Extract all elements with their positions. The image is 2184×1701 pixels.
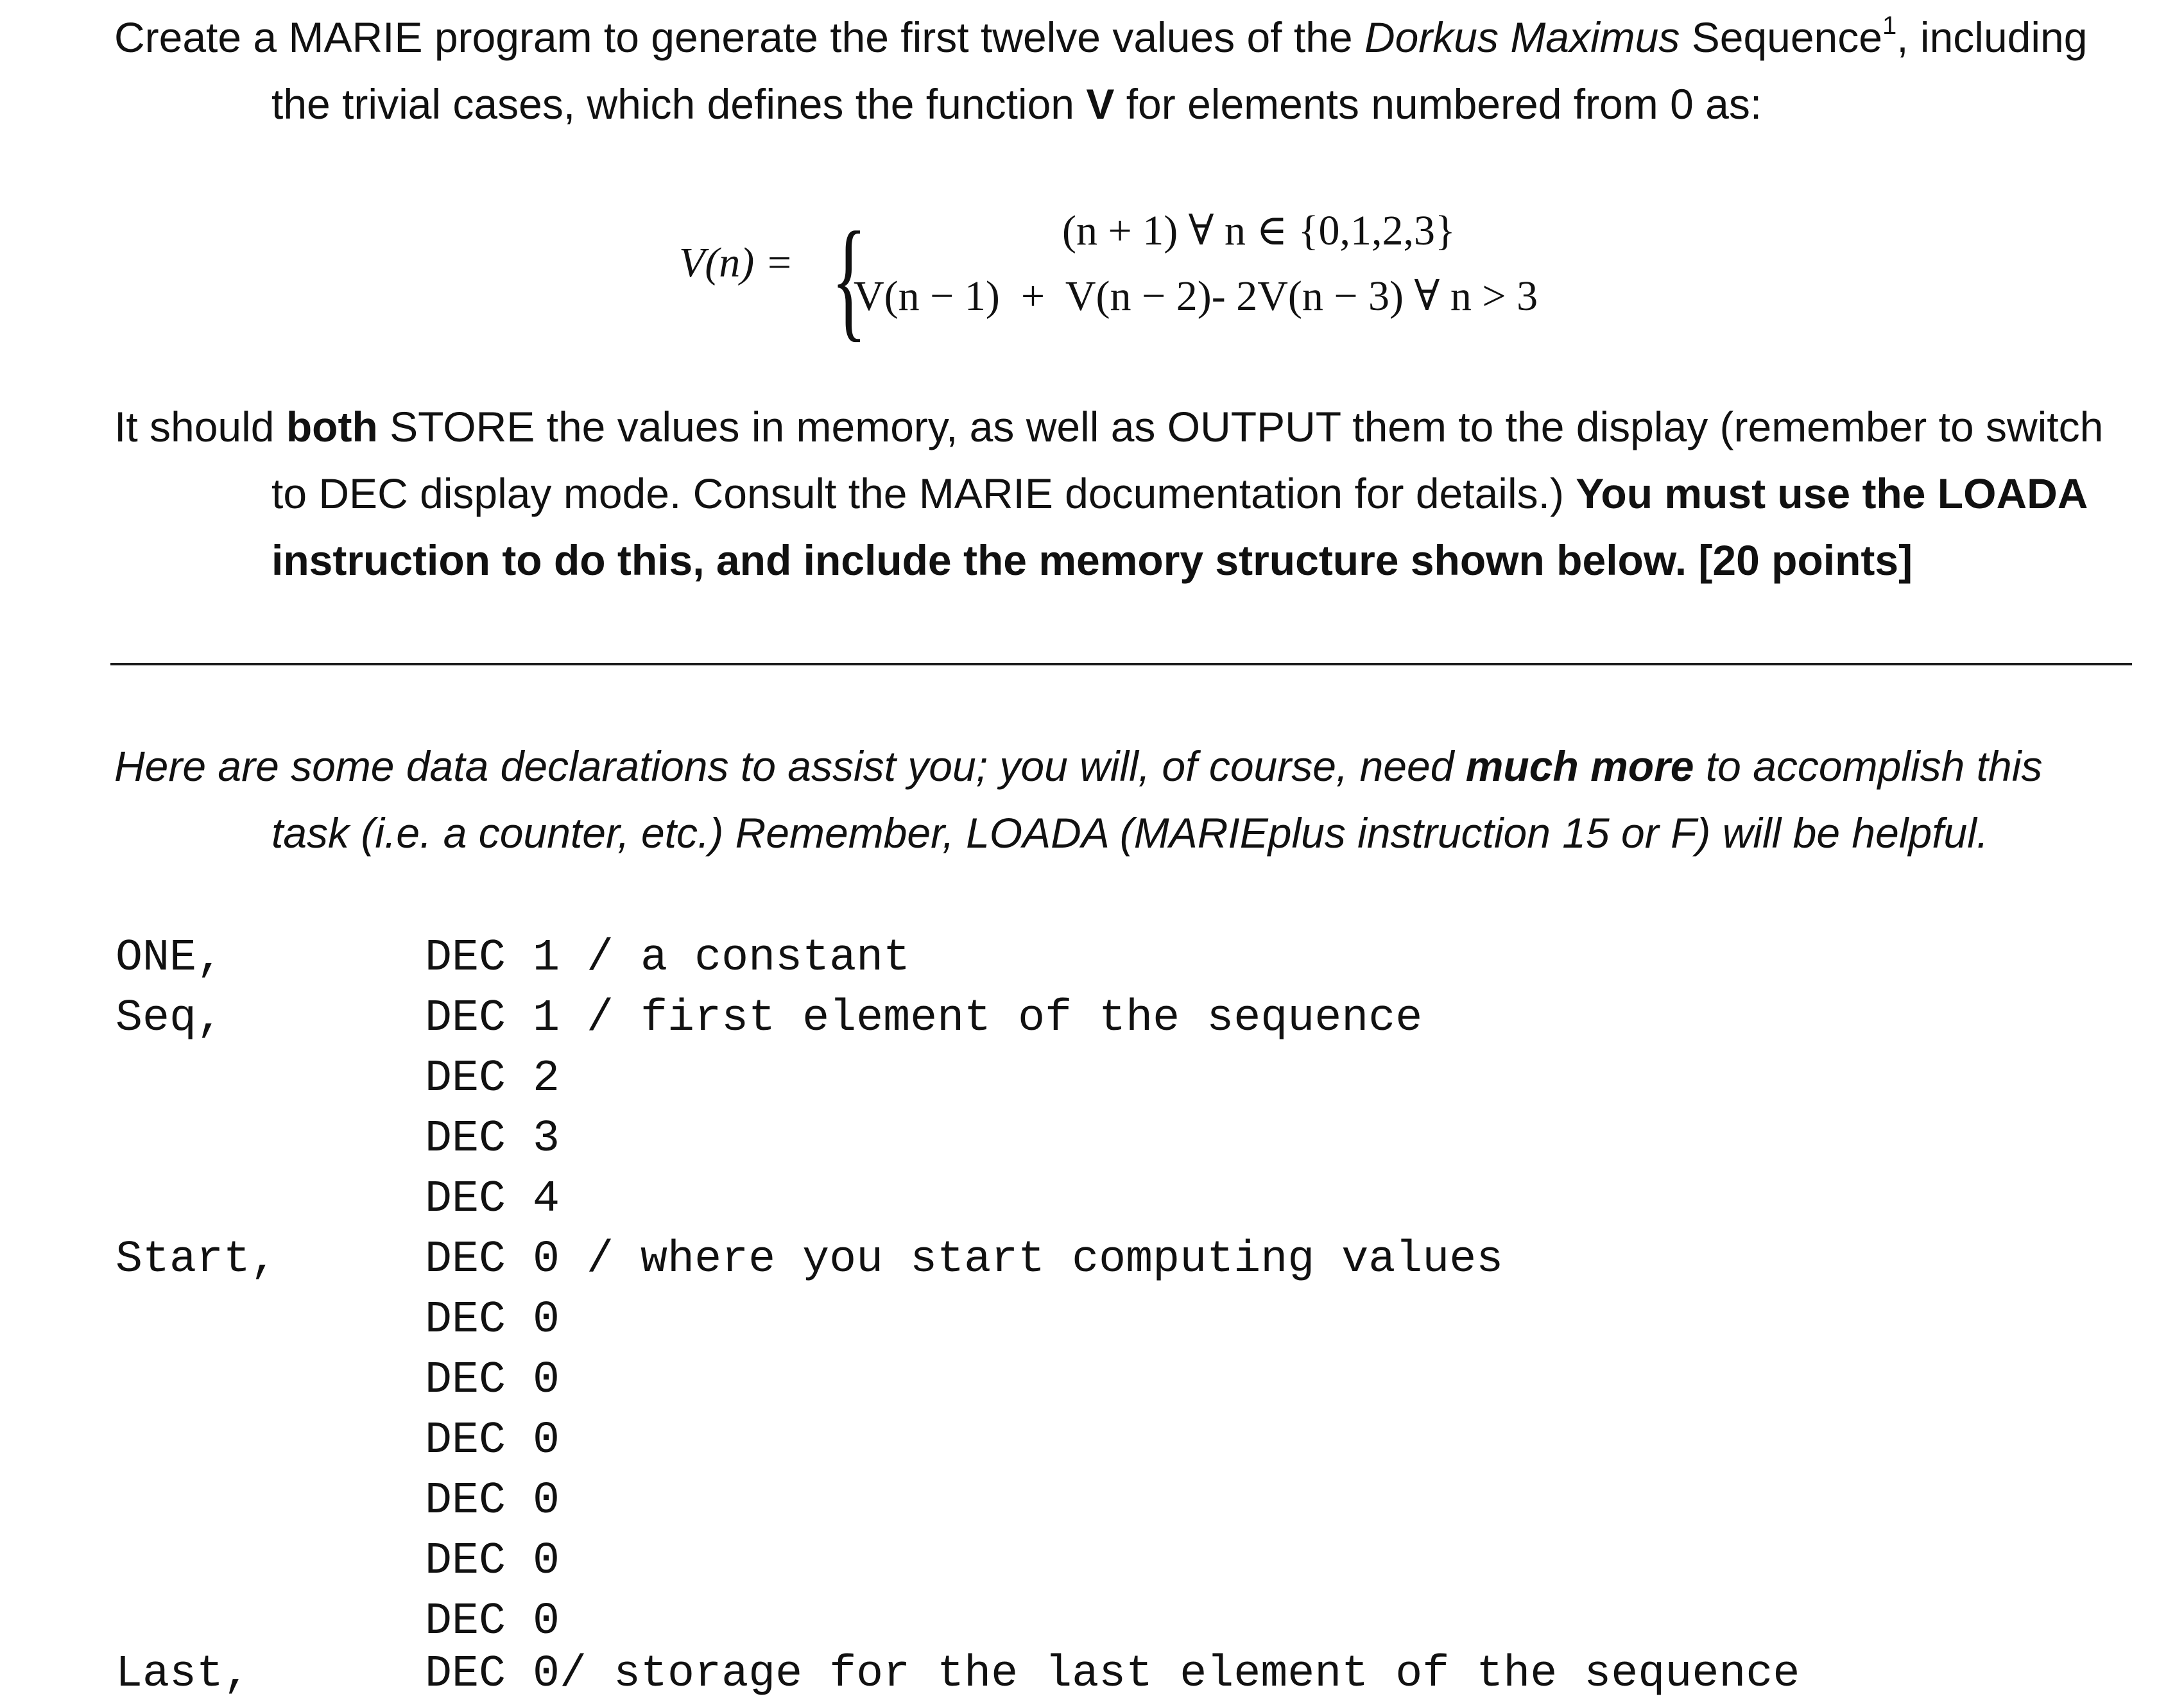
code-line: DEC 2: [425, 1054, 560, 1104]
question-line-2: the trivial cases, which defines the function V for elements numbered from 0 as:: [271, 80, 1762, 128]
code-label: Last,: [116, 1649, 251, 1700]
code-line: DEC 0: [425, 1536, 560, 1587]
code-label: Start,: [116, 1235, 278, 1285]
code-line: DEC 3: [425, 1114, 560, 1165]
instructions-line-3: instruction to do this, and include the memory structure shown below. [20 points]: [271, 536, 1913, 584]
code-line: DEC 0: [425, 1476, 560, 1526]
hint-line-2: task (i.e. a counter, etc.) Remember, LOADA (MARIEplus instruction 15 or F) will be helpful.: [271, 809, 1989, 857]
code-line: DEC 1 / a constant: [425, 933, 911, 984]
footnote-mark: 1: [1882, 12, 1897, 40]
code-line: DEC 0: [425, 1295, 560, 1346]
question-paragraph: [114, 4, 2142, 137]
equation-lhs: V(n) =: [679, 239, 794, 286]
hint-line-1: Here are some data declarations to assist you; you will, of course, need much more to accomplish this: [114, 742, 2043, 790]
sequence-name: Dorkus Maximus: [1364, 13, 1680, 61]
question-line-1: Create a MARIE program to generate the first twelve values of the Dorkus Maximus Sequence$^1$, including: [114, 12, 2088, 61]
code-line: DEC 1 / first element of the sequence: [425, 993, 1423, 1044]
code-line: DEC 0: [425, 1355, 560, 1406]
horizontal-divider: [110, 663, 2132, 665]
code-line: DEC 4: [425, 1174, 560, 1225]
hint-paragraph: [114, 733, 2142, 866]
equation-case-1: (n + 1) ∀ n ∈ {0,1,2,3}: [1062, 207, 1456, 254]
code-label: ONE,: [116, 933, 224, 984]
code-line: DEC 0/ storage for the last element of the sequence: [425, 1649, 1800, 1700]
code-label: Seq,: [116, 993, 224, 1044]
code-line: DEC 0: [425, 1415, 560, 1466]
instructions-line-2: to DEC display mode. Consult the MARIE documentation for details.) You must use the LOADA: [271, 470, 2088, 517]
code-line: DEC 0: [425, 1596, 560, 1647]
instructions-paragraph: [114, 393, 2142, 594]
equation-brace: {: [831, 205, 867, 354]
instructions-line-1: It should both STORE the values in memory, as well as OUTPUT them to the display (remember to switch: [114, 403, 2104, 450]
code-line: DEC 0 / where you start computing values: [425, 1235, 1504, 1285]
equation-case-2: V(n − 1) + V(n − 2)- 2V(n − 3) ∀ n > 3: [854, 273, 1538, 320]
